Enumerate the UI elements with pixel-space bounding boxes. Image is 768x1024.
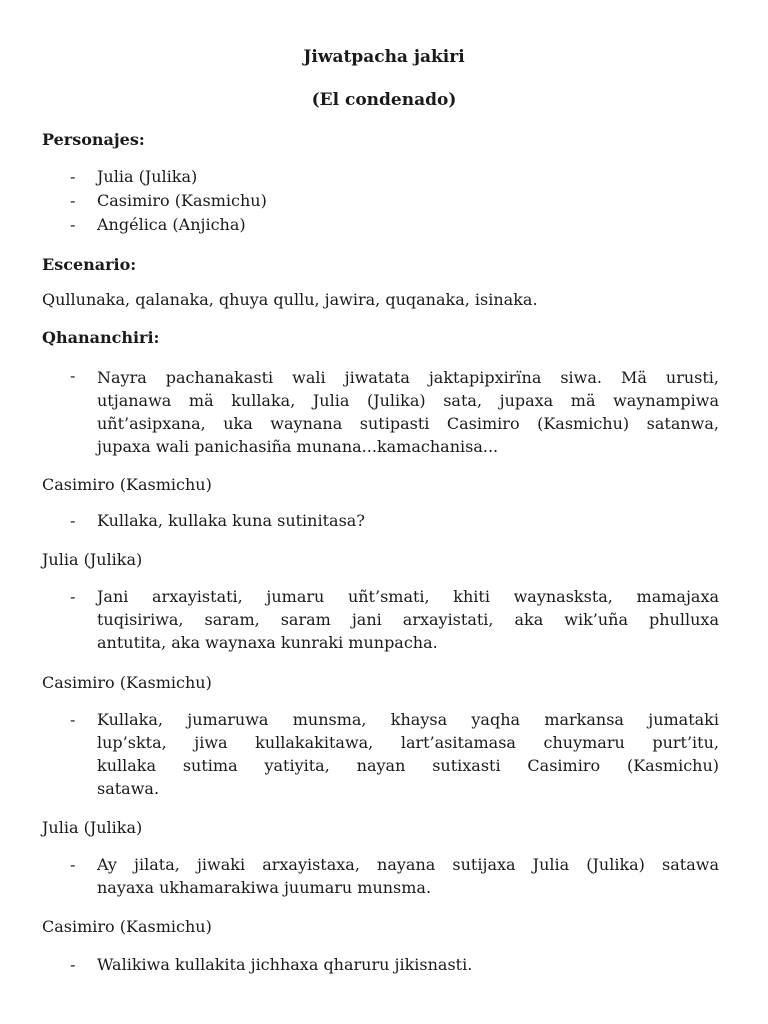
qhananchiri-heading: Qhananchiri: (42, 328, 160, 347)
document-subtitle: (El condenado) (311, 90, 457, 110)
character-item: Julia (Julika) (97, 167, 198, 186)
narration-line: uñt’asipxana, uka waynana sutipasti Casimiro (Kasmichu) satanwa, (97, 414, 719, 433)
dialogue-text: Kullaka, kullaka kuna sutinitasa? (97, 511, 365, 530)
character-item: Angélica (Anjicha) (97, 215, 246, 234)
list-dash: - (70, 511, 76, 530)
dialogue-text: lup’skta, jiwa kullakakitawa, lart’asitamasa chuymaru purt’itu, (97, 733, 719, 752)
speaker-name: Julia (Julika) (42, 550, 143, 569)
narration-line: utjanawa mä kullaka, Julia (Julika) sata, jupaxa mä waynampiwa (97, 391, 719, 410)
dialogue-text: antutita, aka waynaxa kunraki munpacha. (97, 633, 438, 652)
list-dash: - (70, 366, 76, 385)
dialogue-line (97, 853, 719, 899)
list-dash: - (70, 587, 76, 606)
dialogue-text: tuqisiriwa, saram, saram jani arxayistati, aka wik’uña phulluxa (97, 610, 719, 629)
dialogue-text: kullaka sutima yatiyita, nayan sutixasti Casimiro (Kasmichu) (97, 756, 719, 775)
narration-paragraph (97, 366, 719, 458)
list-dash: - (70, 855, 76, 874)
dialogue-text: Ay jilata, jiwaki arxayistaxa, nayana sutijaxa Julia (Julika) satawa (97, 855, 719, 874)
personajes-heading: Personajes: (42, 130, 145, 149)
escenario-heading: Escenario: (42, 255, 137, 274)
narration-line: Nayra pachanakasti wali jiwatata jaktapipxirïna siwa. Mä urusti, (97, 368, 719, 387)
list-dash: - (70, 955, 76, 974)
dialogue-text: satawa. (97, 779, 160, 798)
dialogue-line (97, 585, 719, 654)
speaker-name: Casimiro (Kasmichu) (42, 475, 212, 494)
document-title: Jiwatpacha jakiri (303, 47, 465, 67)
dialogue-text: Jani arxayistati, jumaru uñt’smati, khiti waynasksta, mamajaxa (97, 587, 719, 606)
speaker-name: Casimiro (Kasmichu) (42, 917, 212, 936)
list-dash: - (70, 167, 76, 186)
speaker-name: Julia (Julika) (42, 818, 143, 837)
dialogue-line (97, 509, 719, 532)
narration-line: jupaxa wali panichasiña munana...kamachanisa... (97, 437, 499, 456)
dialogue-text: Kullaka, jumaruwa munsma, khaysa yaqha markansa jumataki (97, 710, 719, 729)
escenario-text: Qullunaka, qalanaka, qhuya qullu, jawira, quqanaka, isinaka. (42, 290, 538, 309)
speaker-name: Casimiro (Kasmichu) (42, 673, 212, 692)
dialogue-line (97, 953, 719, 976)
dialogue-line (97, 708, 719, 800)
dialogue-text: Walikiwa kullakita jichhaxa qharuru jikisnasti. (97, 955, 473, 974)
list-dash: - (70, 191, 76, 210)
dialogue-text: nayaxa ukhamarakiwa juumaru munsma. (97, 878, 432, 897)
list-dash: - (70, 215, 76, 234)
character-item: Casimiro (Kasmichu) (97, 191, 267, 210)
list-dash: - (70, 710, 76, 729)
